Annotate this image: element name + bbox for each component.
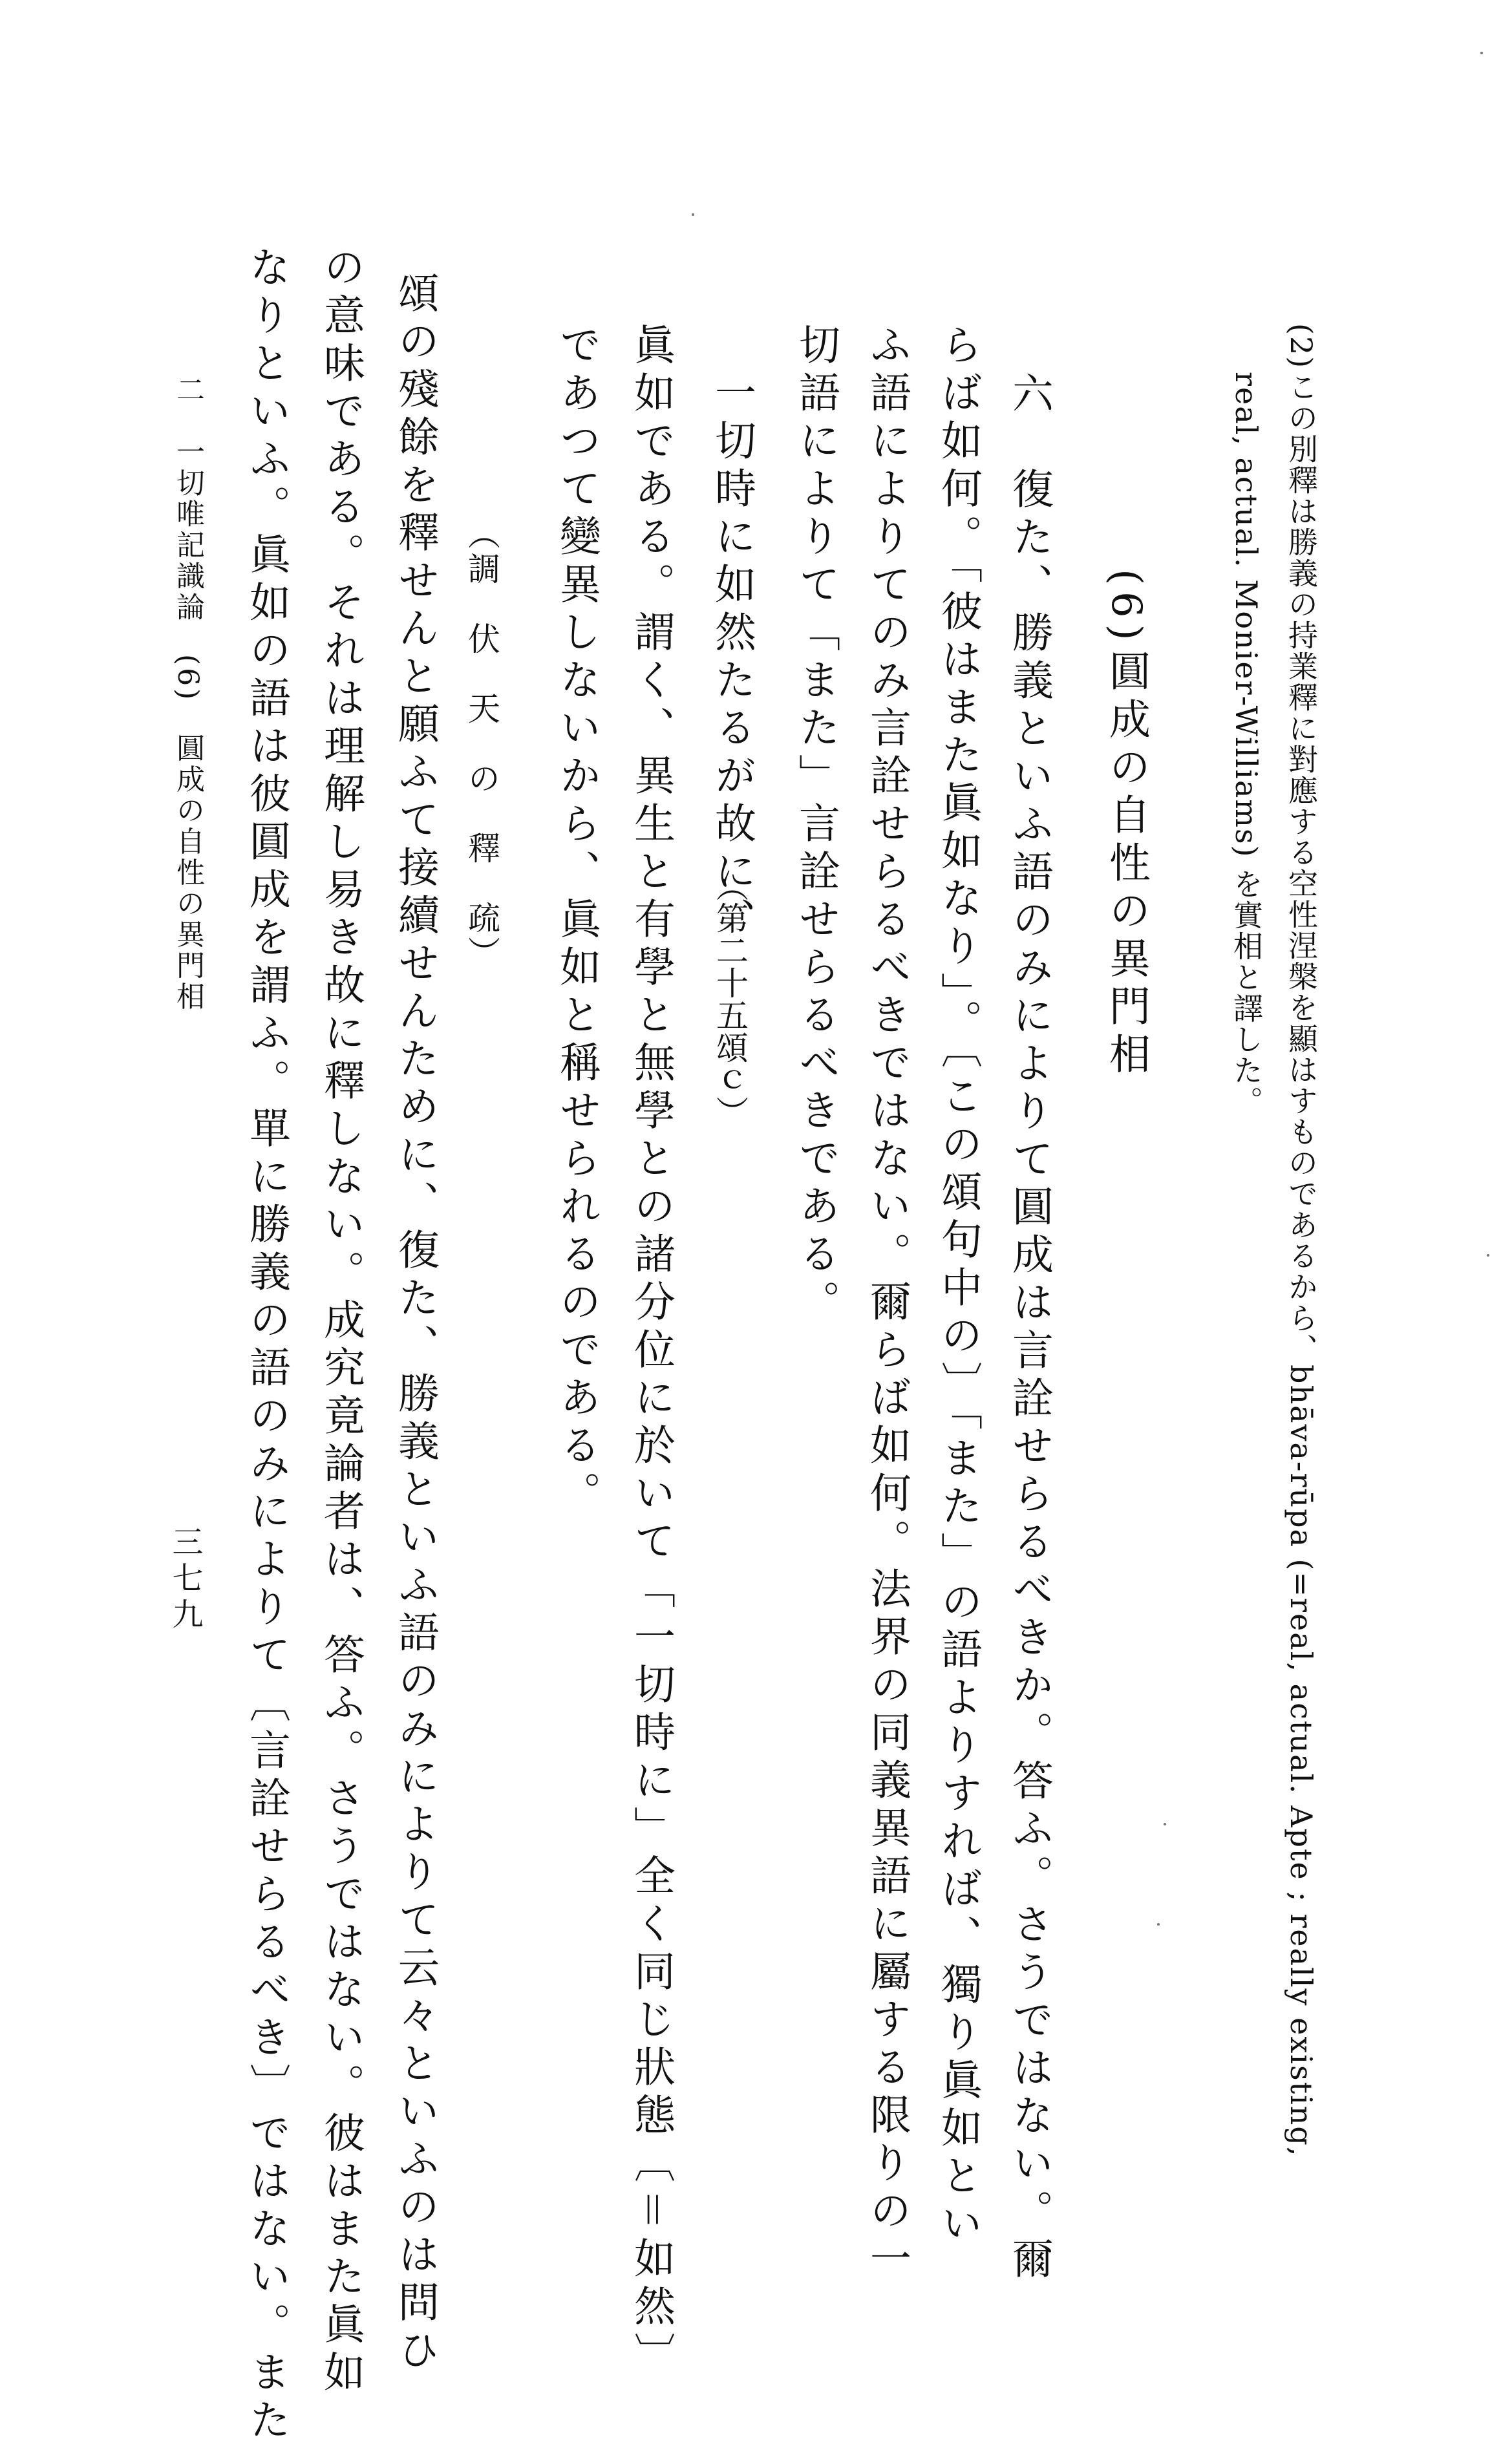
speck	[692, 213, 694, 216]
section-number: (6)	[1102, 569, 1150, 647]
footnote-line-1: この別釋は勝義の持業釋に對應する空性涅槃を顯はすものであるから、bhāva-rūpa (=real, actual. Apte ; really existing,	[1284, 372, 1319, 2158]
speck	[1480, 52, 1483, 54]
section-title: 圓成の自性の異門相	[1102, 650, 1150, 1080]
speck	[1157, 1923, 1160, 1926]
page-number: 三七九	[167, 1526, 203, 1634]
footnote-number: (2)	[1284, 323, 1319, 370]
speck	[1487, 1254, 1489, 1257]
footnote-line-2: real, actual. Monier-Williams) を實相と譯した。	[1229, 372, 1264, 1118]
body-line-3: ふ語によりてのみ言詮せらるべきではない。爾らば如何。法界の同義異語に屬する限りの一	[863, 323, 911, 2284]
body-line-7: であつて變異しないから、眞如と稱せられるのである。	[553, 323, 601, 1519]
running-footer: 二 一切唯記識論 (6) 圓成の自性の異門相	[171, 375, 204, 1013]
speck	[1164, 1823, 1166, 1825]
body-line-5: 一切時に如然たるが故に、	[708, 323, 756, 945]
body-line-10: なりといふ。眞如の語は彼圓成を謂ふ。單に勝義の語のみによりて〔言詮せらるべき〕ではない。また	[242, 246, 290, 2446]
commentary-heading: （調 伏 天 の 釋 疏）	[463, 517, 500, 971]
body-line-8: 頌の殘餘を釋せんと願ふて接續せんために、復た、勝義といふ語のみによりて云々といふのは問ひ	[391, 271, 439, 2376]
body-line-4: 切語によりて「また」言詮せらるべきである。	[792, 323, 840, 1328]
body-line-2: らば如何。「彼はまた眞如なり」。〔この頌句中の〕「また」の語よりすれば、獨り眞如とい	[934, 323, 982, 2249]
body-line-6: 眞如である。謂く、異生と有學と無學との諸分位に於いて「一切時に」全く同じ狀態〔＝如然〕	[627, 323, 675, 2380]
body-line-1: 六 復た、勝義といふ語のみによりて圓成は言詮せらるべきか。答ふ。さうではない。爾	[1005, 372, 1053, 2285]
body-line-9: の意味である。それは理解し易き故に釋しない。成究竟論者は、答ふ。さうではない。彼はまた眞如	[317, 246, 365, 2398]
verse-reference: （第二十五頌ｃ）	[711, 869, 749, 1128]
